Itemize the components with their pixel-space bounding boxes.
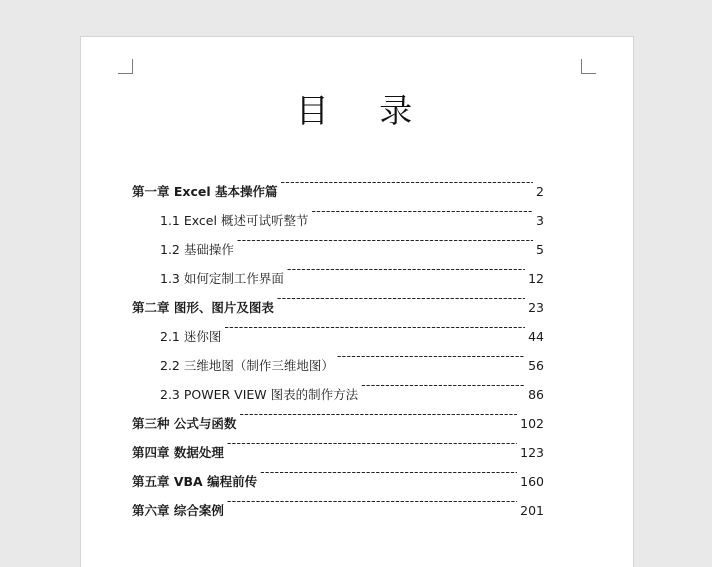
toc-leader-dots [311, 196, 533, 225]
toc-entry-label: 2.1 迷你图 [160, 329, 222, 344]
toc-entry-page: 3 [536, 213, 544, 228]
toc-entry-label: 第二章 图形、图片及图表 [132, 300, 274, 315]
toc-entry-page: 5 [536, 242, 544, 257]
toc-entry-page: 56 [528, 358, 544, 373]
toc-entry-label: 1.1 Excel 概述可试听整节 [160, 213, 309, 228]
toc-entry-page: 86 [528, 387, 544, 402]
toc-entry-label: 2.2 三维地图（制作三维地图） [160, 358, 334, 373]
toc-entry-page: 102 [520, 416, 544, 431]
toc-entry-page: 2 [536, 184, 544, 199]
table-of-contents [132, 167, 544, 518]
toc-entry-page: 160 [520, 474, 544, 489]
toc-entry-chapter-1[interactable] [132, 167, 544, 199]
toc-entry-label: 1.3 如何定制工作界面 [160, 271, 284, 286]
toc-entry-page: 201 [520, 503, 544, 518]
toc-leader-dots [337, 341, 525, 370]
toc-leader-dots [260, 457, 517, 486]
toc-leader-dots [361, 370, 525, 399]
toc-entry-label: 第六章 综合案例 [132, 503, 224, 518]
toc-entry-page: 44 [528, 329, 544, 344]
toc-entry-label: 1.2 基础操作 [160, 242, 234, 257]
margin-corner-mark-top-right [581, 59, 596, 74]
toc-entry-label: 第五章 VBA 编程前传 [132, 474, 258, 489]
toc-entry-page: 23 [528, 300, 544, 315]
toc-entry-label: 第三种 公式与函数 [132, 416, 237, 431]
toc-title: 目 录 [295, 91, 433, 130]
document-page [80, 36, 634, 567]
toc-leader-dots [280, 167, 533, 196]
toc-leader-dots [227, 428, 517, 457]
toc-leader-dots [277, 283, 525, 312]
toc-entry-label: 第四章 数据处理 [132, 445, 224, 460]
toc-leader-dots [287, 254, 525, 283]
margin-corner-mark-top-left [118, 59, 133, 74]
toc-leader-dots [227, 486, 517, 515]
toc-leader-dots [224, 312, 525, 341]
toc-entry-page: 123 [520, 445, 544, 460]
toc-leader-dots [239, 399, 517, 428]
toc-entry-label: 第一章 Excel 基本操作篇 [132, 184, 278, 199]
toc-entry-page: 12 [528, 271, 544, 286]
toc-leader-dots [237, 225, 533, 254]
toc-entry-label: 2.3 POWER VIEW 图表的制作方法 [160, 387, 359, 402]
